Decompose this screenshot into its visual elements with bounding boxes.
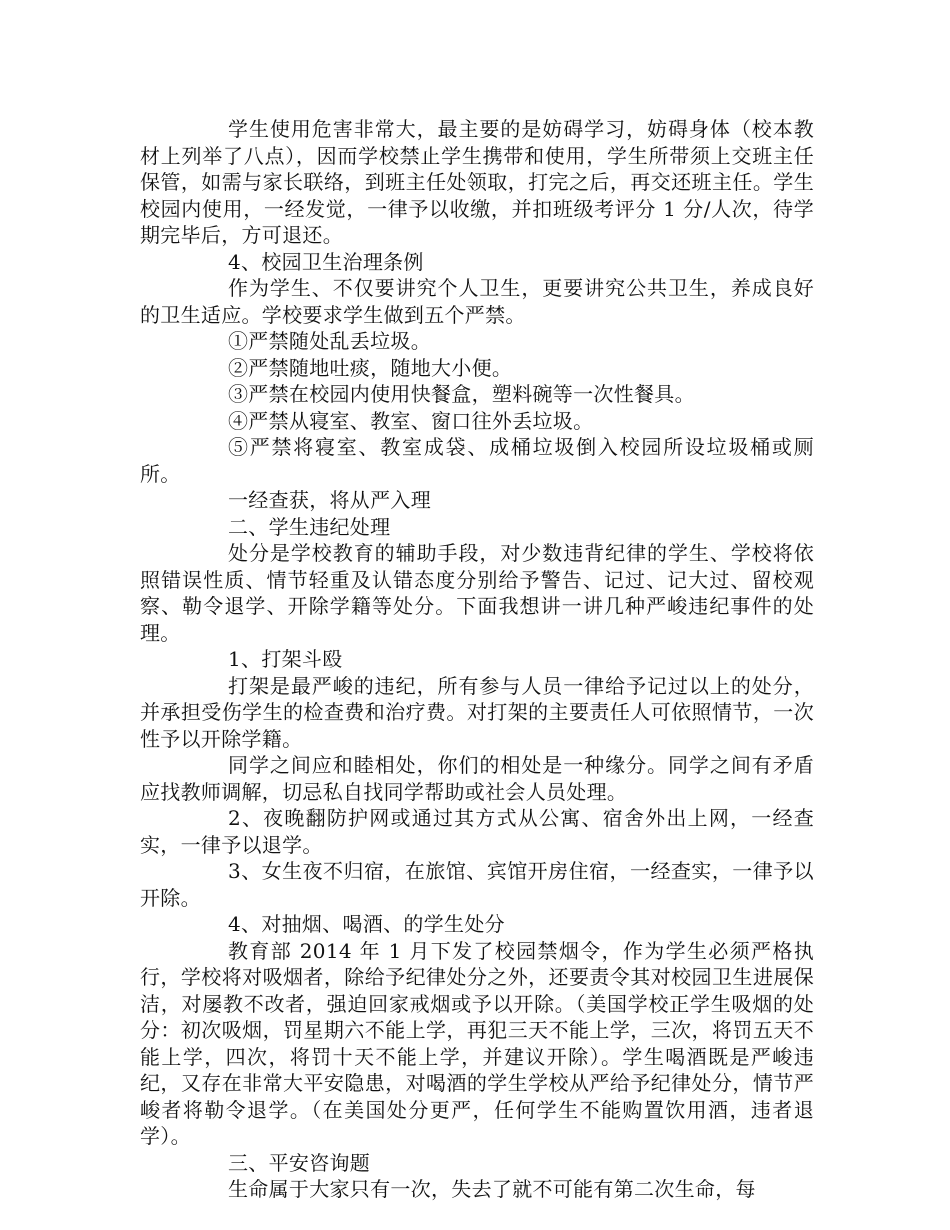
paragraph-night-out: 3、女生夜不归宿，在旅馆、宾馆开房住宿，一经查实，一律予以开除。 bbox=[140, 859, 814, 910]
heading-hygiene-rules: 4、校园卫生治理条例 bbox=[228, 249, 424, 274]
list-item-ban-4: ④严禁从寝室、教室、窗口往外丢垃圾。 bbox=[228, 408, 594, 433]
paragraph-safety: 生命属于大家只有一次，失去了就不可能有第二次生命，每 bbox=[228, 1177, 756, 1201]
list-item-ban-5: ⑤严禁将寝室、教室成袋、成桶垃圾倒入校园所设垃圾桶或厕所。 bbox=[140, 435, 814, 486]
paragraph-discipline-intro: 处分是学校教育的辅助手段，对少数违背纪律的学生、学校将依照错误性质、情节轻重及认错态度分别给予警告、记过、记大过、留校观察、勒令退学、开除学籍等处分。下面我想讲一讲几种严峻违纪事件的处理。 bbox=[140, 541, 814, 645]
list-item-ban-3: ③严禁在校园内使用快餐盒，塑料碗等一次性餐具。 bbox=[228, 382, 695, 406]
paragraph-smoking-drinking: 教育部 2014 年 1 月下发了校园禁烟令，作为学生必须严格执行，学校将对吸烟者，除给予纪律处分之外，还要责令其对校园卫生进展保洁，对屡教不改者，强迫回家戒烟或予以开除。（美国学校正学生吸烟的处分：初次吸烟，罚星期六不能上学，再犯三天不能上学，三次，将罚五天不能上学，四次，将罚十天不能上学，并建议开除）。学生喝酒既是严峻违纪，又存在非常大平安隐患，对喝酒的学生学校从严给予纪律处分，情节严峻者将勒令退学。（在美国处分更严，任何学生不能购置饮用酒，违者退学）。 bbox=[140, 938, 814, 1148]
document-page bbox=[140, 116, 814, 1203]
paragraph-night-internet: 2、夜晚翻防护网或通过其方式从公寓、宿舍外出上网，一经查实，一律予以退学。 bbox=[140, 806, 814, 857]
paragraph-phone-rules: 学生使用危害非常大，最主要的是妨碍学习，妨碍身体（校本教材上列举了八点），因而学校禁止学生携带和使用，学生所带须上交班主任保管，如需与家长联络，到班主任处领取，打完之后，再交还班主任。学生校园内使用，一经发觉，一律予以收缴，并扣班级考评分 1 分/人次，待学期完毕后，方可退还。 bbox=[140, 117, 814, 247]
paragraph-harmony: 同学之间应和睦相处，你们的相处是一种缘分。同学之间有矛盾应找教师调解，切忌私自找同学帮助或社会人员处理。 bbox=[140, 753, 814, 804]
paragraph-strict-handling: 一经查获，将从严入理 bbox=[228, 488, 431, 512]
list-item-ban-2: ②严禁随地吐痰，随地大小便。 bbox=[228, 355, 513, 380]
heading-smoking-drinking: 4、对抽烟、喝酒、的学生处分 bbox=[228, 912, 505, 936]
heading-safety: 三、平安咨询题 bbox=[228, 1150, 371, 1175]
paragraph-fighting: 打架是最严峻的违纪，所有参与人员一律给予记过以上的处分，并承担受伤学生的检查费和治疗费。对打架的主要责任人可依照情节，一次性予以开除学籍。 bbox=[140, 673, 814, 751]
heading-discipline: 二、学生违纪处理 bbox=[228, 514, 391, 539]
heading-fighting: 1、打架斗殴 bbox=[228, 647, 343, 671]
paragraph-hygiene-intro: 作为学生、不仅要讲究个人卫生，更要讲究公共卫生，养成良好的卫生适应。学校要求学生做到五个严禁。 bbox=[140, 276, 814, 327]
list-item-ban-1: ①严禁随处乱丢垃圾。 bbox=[228, 329, 431, 353]
